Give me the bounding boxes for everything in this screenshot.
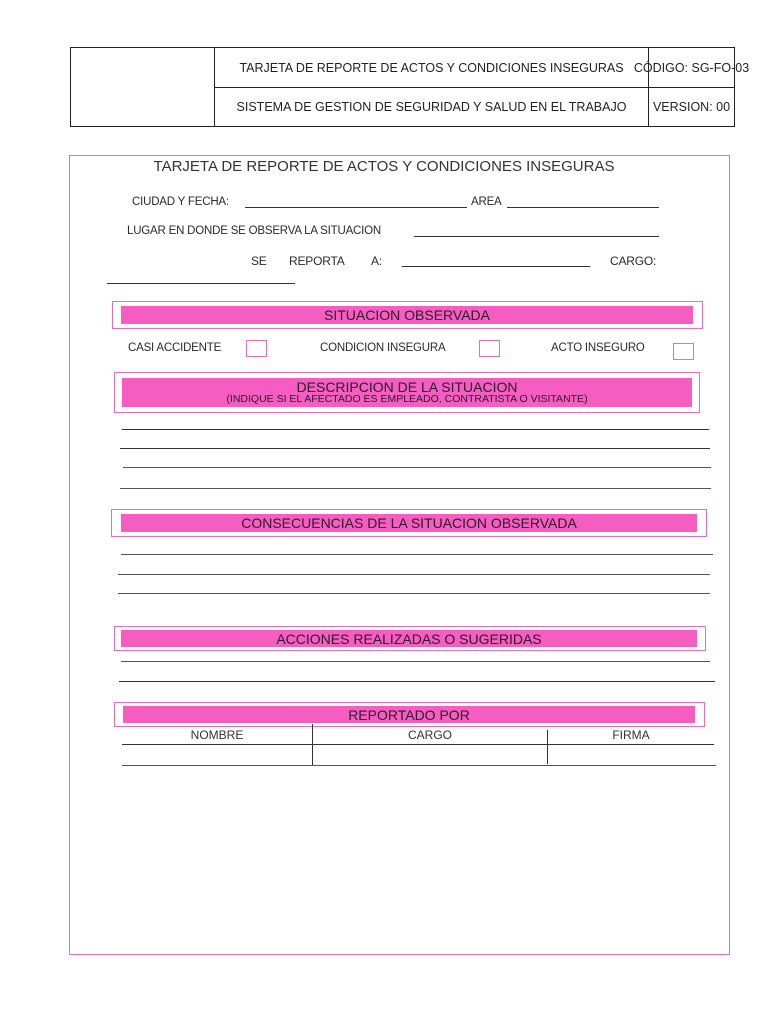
description-section-note: (INDIQUE SI EL AFECTADO ES EMPLEADO, CONTRATISTA O VISITANTE): [226, 393, 588, 405]
place-label: LUGAR EN DONDE SE OBSERVA LA SITUACION: [127, 225, 381, 237]
header-system: SISTEMA DE GESTION DE SEGURIDAD Y SALUD EN EL TRABAJO: [236, 100, 627, 114]
unsafe-condition-checkbox[interactable]: [479, 340, 500, 357]
reported-to-label-a: A:: [371, 254, 382, 268]
city-date-field[interactable]: [245, 207, 467, 208]
actions-section-header: [121, 630, 697, 647]
consequences-section-title: CONSECUENCIAS DE LA SITUACION OBSERVADA: [241, 515, 577, 531]
actions-line[interactable]: [121, 661, 710, 662]
consequences-section-header: [121, 514, 697, 532]
position-label: CARGO:: [610, 254, 657, 268]
document-header-table: [70, 47, 750, 127]
description-line[interactable]: [120, 448, 710, 449]
description-section-header: [122, 378, 692, 407]
area-field[interactable]: [507, 207, 659, 208]
observed-section-header: [121, 306, 693, 324]
unsafe-condition-label: CONDICION INSEGURA: [320, 342, 446, 354]
actions-section-title: ACCIONES REALIZADAS O SUGERIDAS: [276, 630, 542, 647]
signature-table-divider: [122, 744, 714, 745]
consequences-line[interactable]: [118, 593, 710, 594]
near-miss-checkbox[interactable]: [246, 340, 267, 357]
position-field[interactable]: [107, 283, 295, 284]
header-system-cell: [215, 88, 649, 126]
reported-to-label-se: SE: [251, 254, 267, 268]
area-label: AREA: [471, 196, 502, 208]
description-line[interactable]: [122, 429, 709, 430]
signature-table-column-divider: [312, 724, 313, 766]
position-column-header: CARGO: [407, 728, 452, 742]
near-miss-label: CASI ACCIDENTE: [128, 342, 222, 354]
reported-by-section-title: REPORTADO POR: [348, 706, 470, 723]
logo-cell: [71, 48, 215, 126]
city-date-label: CIUDAD Y FECHA:: [132, 196, 229, 208]
signature-table-bottom-line[interactable]: [122, 765, 716, 766]
header-title-cell: [215, 48, 649, 88]
signature-table-column-divider: [547, 730, 548, 764]
document-version: VERSION: 00: [652, 100, 731, 114]
consequences-line[interactable]: [118, 574, 710, 575]
report-card: [69, 155, 730, 955]
document-code: CÓDIGO: SG-FO-03: [649, 48, 734, 88]
name-column-header: NOMBRE: [190, 728, 244, 742]
header-title: TARJETA DE REPORTE DE ACTOS Y CONDICIONES INSEGURAS: [239, 60, 624, 75]
signature-column-header: FIRMA: [612, 728, 650, 742]
form-title: TARJETA DE REPORTE DE ACTOS Y CONDICIONES INSEGURAS: [153, 158, 615, 175]
unsafe-act-checkbox[interactable]: [673, 343, 694, 360]
actions-line[interactable]: [119, 681, 715, 682]
observed-section-title: SITUACION OBSERVADA: [324, 307, 490, 323]
unsafe-act-label: ACTO INSEGURO: [551, 342, 645, 354]
consequences-line[interactable]: [121, 554, 713, 555]
reported-to-label-reporta: REPORTA: [289, 254, 345, 268]
description-section-title: DESCRIPCION DE LA SITUACION: [296, 379, 518, 395]
place-field[interactable]: [414, 236, 659, 237]
reported-by-section-header: [123, 706, 695, 723]
description-line[interactable]: [123, 467, 711, 468]
description-line[interactable]: [120, 488, 711, 489]
reported-to-field[interactable]: [402, 266, 590, 267]
